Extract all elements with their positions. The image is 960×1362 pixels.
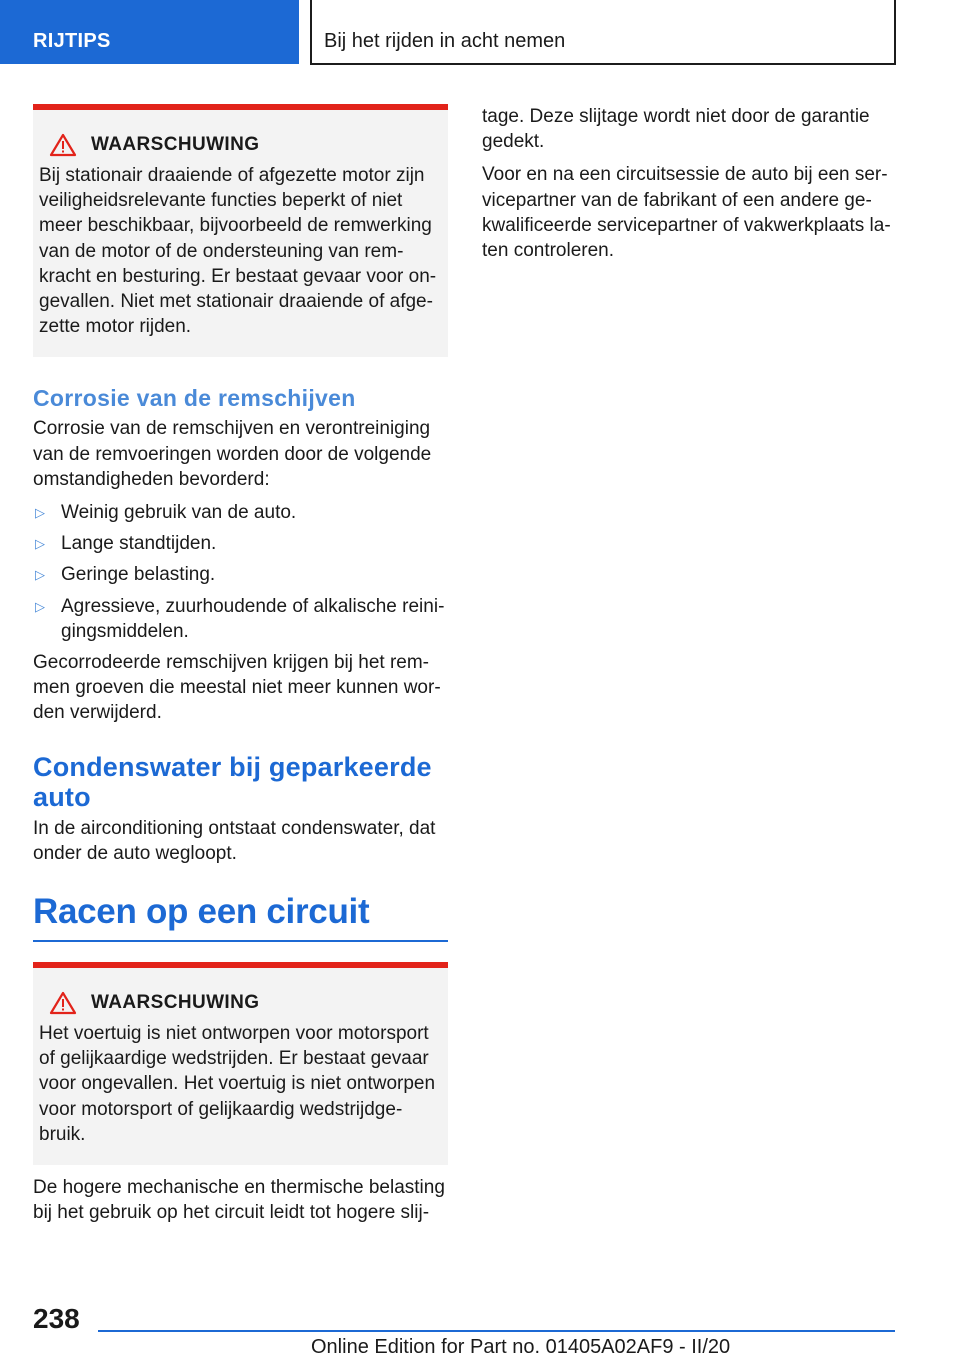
condensation-text: In de airconditioning ontstaat condenswater, dat onder de auto wegloopt. <box>33 817 436 864</box>
bullet-triangle-icon: ▷ <box>35 536 45 552</box>
heading-corrosion: Corrosie van de remschijven <box>33 385 356 412</box>
list-item: ▷ Lange standtijden. <box>33 531 448 556</box>
warning-title: WAARSCHUWING <box>91 134 260 155</box>
right-column-text <box>482 104 892 263</box>
warning-triangle-icon <box>49 133 77 157</box>
heading-racing: Racen op een circuit <box>33 892 448 942</box>
heading-condensation: Condenswater bij geparkeerde auto <box>33 751 432 812</box>
bullet-triangle-icon: ▷ <box>35 505 45 521</box>
racing-text-continued: tage. Deze slijtage wordt niet door de garantie gedekt. <box>482 106 870 153</box>
warning-title: WAARSCHUWING <box>91 992 260 1014</box>
left-column <box>33 104 448 1225</box>
bullet-triangle-icon: ▷ <box>35 567 45 583</box>
bullet-triangle-icon: ▷ <box>35 598 45 614</box>
list-item: ▷ Agressieve, zuurhoudende of alkalische reinigingsmiddelen. <box>35 595 445 642</box>
header-section-tab <box>0 0 299 64</box>
corrosion-outro: Gecorrodeerde remschijven krijgen bij het remmen groeven die meestal niet meer kunnen worden verwijderd. <box>33 652 441 724</box>
header-section-label: RIJTIPS <box>33 30 111 52</box>
racing-text-1: De hogere mechanische en thermische belasting bij het gebruik op het circuit leidt tot hogere slij- <box>33 1177 445 1224</box>
footer-rule <box>98 1330 895 1332</box>
warning-box-engine <box>33 104 448 357</box>
list-item: ▷ Geringe belasting. <box>33 562 448 587</box>
warning-triangle-icon <box>49 991 77 1015</box>
list-item: ▷ Weinig gebruik van de auto. <box>33 500 448 525</box>
corrosion-list <box>33 500 448 644</box>
warning-text: Het voertuig is niet ontworpen voor motorsport of gelijkaardige wedstrijden. Er bestaat gevaar voor ongevallen. Het voertuig is niet ontworpen voor motorsport of gelijkaardig wedstrijdgebruik. <box>39 1023 436 1145</box>
footer-edition: Online Edition for Part no. 01405A02AF9 - II/20 <box>311 1336 731 1358</box>
warning-box-racing <box>33 962 448 1165</box>
header-title-box <box>310 0 896 65</box>
header-title: Bij het rijden in acht nemen <box>324 30 566 52</box>
warning-text: Bij stationair draaiende of afgezette motor zijn veiligheidsrelevante functies beperkt of niet meer beschikbaar, bijvoorbeeld de remwerking van de motor of de ondersteuning van remkracht en besturing. Er bestaat gevaar voor ongevallen. Niet met stationair draaiende of afgezette motor rijden. <box>39 165 437 338</box>
page-number: 238 <box>33 1303 80 1334</box>
corrosion-intro: Corrosie van de remschijven en verontreiniging van de remvoeringen worden door de volgende omstandigheden bevorderd: <box>33 418 432 490</box>
racing-text-2: Voor en na een circuitsessie de auto bij een servicepartner van de fabrikant of een andere gekwalificeerde servicepartner of vakwerkplaats laten controleren. <box>482 164 891 262</box>
